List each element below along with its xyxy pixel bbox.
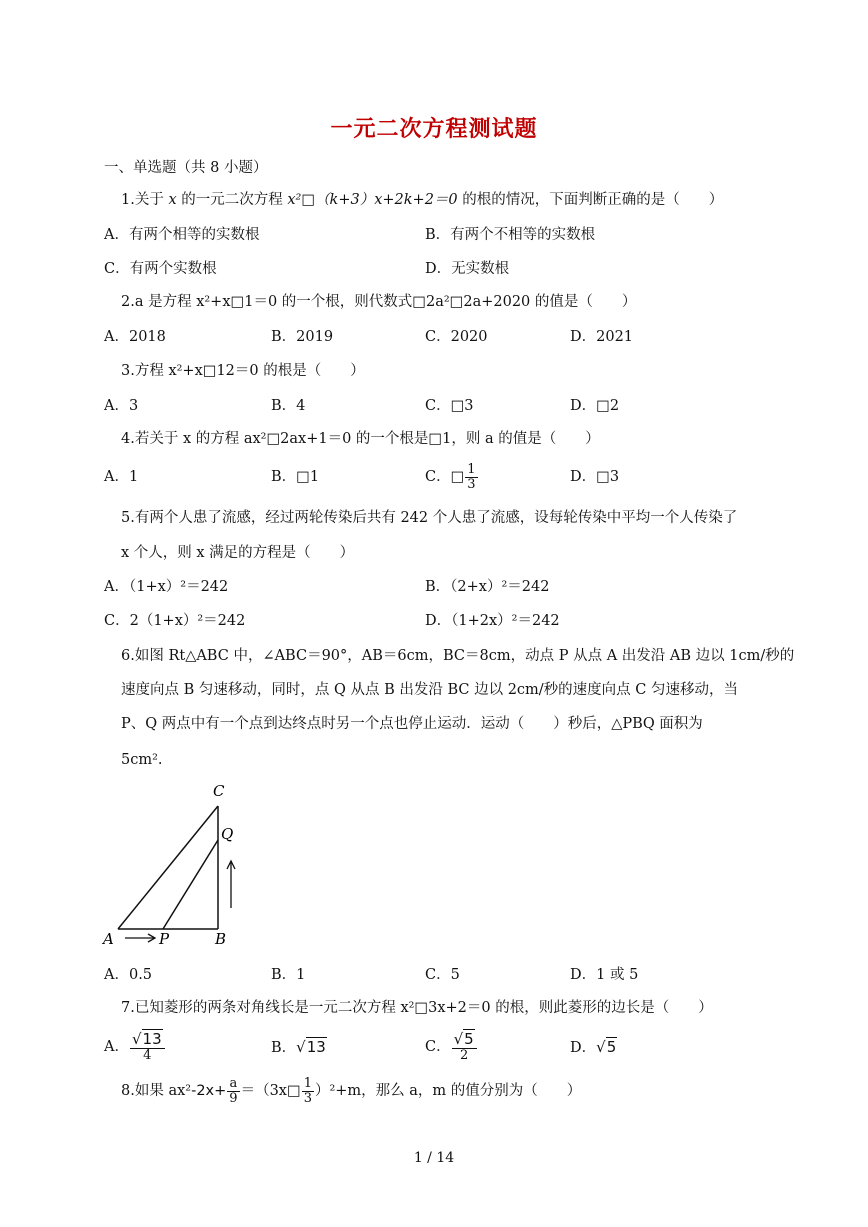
q8-post: ）²+m，那么 a，m 的值分别为（ ）: [314, 1083, 582, 1099]
q7-b-prefix: B．: [271, 1040, 297, 1056]
question-2-stem: 2.a 是方程 x²+x□1＝0 的一个根，则代数式□2a²□2a+2020 的值是（ ）: [121, 294, 637, 310]
question-5-stem-line-1: 5.有两个人患了流感，经过两轮传染后共有 242 个人患了流感，设每轮传染中平均一个人传染了: [121, 510, 738, 526]
q1-var: x: [168, 192, 177, 208]
q8-fraction-1: [227, 1077, 239, 1106]
q3-option-d[interactable]: D．□2: [570, 398, 620, 414]
q7-option-a[interactable]: [104, 1027, 166, 1067]
question-8-stem: [121, 1072, 581, 1110]
q8-fraction-2: [302, 1077, 314, 1106]
q7-c-radicand: 5: [464, 1029, 474, 1048]
q5-option-a[interactable]: A．（1+x）²＝242: [104, 579, 229, 595]
q2-option-c[interactable]: C．2020: [425, 329, 488, 345]
q7-a-prefix: A．: [104, 1039, 129, 1055]
q7-a-radicand: 13: [142, 1029, 162, 1048]
q8-term: -2x+: [191, 1083, 227, 1099]
q7-option-c[interactable]: [425, 1027, 478, 1067]
q6-option-c[interactable]: C．5: [425, 967, 460, 983]
q7-option-b[interactable]: [271, 1037, 327, 1058]
q4-option-d[interactable]: D．□3: [570, 469, 620, 485]
q2-option-b[interactable]: B．2019: [271, 329, 334, 345]
q5-option-d[interactable]: D．（1+2x）²＝242: [425, 613, 560, 629]
q4-option-b[interactable]: B．□1: [271, 469, 320, 485]
q7-a-numerator: [130, 1029, 165, 1049]
point-q-label: Q: [221, 825, 234, 843]
q4-c-fraction: [465, 463, 477, 492]
sqrt-icon: √13: [296, 1038, 326, 1056]
q8-frac2-denominator: 3: [303, 1090, 312, 1106]
question-7-stem: 7.已知菱形的两条对角线长是一元二次方程 x²□3x+2＝0 的根，则此菱形的边长是（ ）: [121, 1000, 713, 1016]
q4-c-prefix: C．□: [425, 469, 465, 485]
sqrt-icon: √5: [453, 1029, 474, 1048]
q1-mid: 的一元二次方程: [176, 192, 288, 208]
q7-option-d[interactable]: [570, 1037, 617, 1058]
q5-option-c[interactable]: C．2（1+x）²＝242: [104, 613, 246, 629]
q7-c-denominator: 2: [460, 1047, 469, 1063]
q3-option-b[interactable]: B．4: [271, 398, 306, 414]
question-6-stem-line-2: 速度向点 B 匀速移动，同时，点 Q 从点 B 出发沿 BC 边以 2cm/秒的速度向点 C 匀速移动，当: [121, 682, 738, 698]
q5-option-b[interactable]: B．（2+x）²＝242: [425, 579, 550, 595]
q7-d-radicand: 5: [606, 1038, 617, 1056]
q8-eq: ＝（3x□: [240, 1083, 301, 1099]
question-3-stem: 3.方程 x²+x□12＝0 的根是（ ）: [121, 363, 365, 379]
q4-c-numerator: 1: [467, 461, 476, 477]
q1-option-a[interactable]: A．有两个相等的实数根: [104, 227, 260, 243]
point-a-label: A: [103, 930, 114, 948]
q1-option-b[interactable]: B．有两个不相等的实数根: [425, 227, 596, 243]
triangle-figure: [100, 778, 260, 950]
q8-frac1-numerator: a: [227, 1077, 239, 1092]
document-title: 一元二次方程测试题: [330, 116, 538, 142]
question-6-stem-line-4: 5cm².: [121, 752, 163, 768]
q6-option-b[interactable]: B．1: [271, 967, 306, 983]
q7-a-denominator: 4: [143, 1047, 152, 1063]
q7-c-fraction: [452, 1029, 477, 1063]
question-1-stem: [121, 190, 723, 210]
q1-equation: x²□（k+3）x+2k+2＝0: [287, 192, 458, 208]
q1-pre: 1.关于: [121, 192, 169, 208]
q7-d-prefix: D．: [570, 1040, 597, 1056]
q1-option-c[interactable]: C．有两个实数根: [104, 261, 217, 277]
section-heading: 一、单选题（共 8 小题）: [104, 160, 268, 176]
page-number: 1 / 14: [413, 1150, 455, 1166]
point-c-label: C: [213, 782, 225, 800]
q7-c-numerator: [452, 1029, 477, 1049]
q7-c-prefix: C．: [425, 1039, 451, 1055]
q2-option-d[interactable]: D．2021: [570, 329, 634, 345]
question-6-stem-line-3: P、Q 两点中有一个点到达终点时另一个点也停止运动．运动（ ）秒后，△PBQ 面积为: [121, 716, 703, 732]
q4-c-denominator: 3: [467, 476, 476, 492]
sqrt-icon: √5: [596, 1038, 617, 1056]
q8-pre: 8.如果 ax²: [121, 1083, 192, 1099]
q4-option-c[interactable]: [425, 458, 479, 496]
q3-option-a[interactable]: A．3: [104, 398, 139, 414]
question-6-stem-line-1: 6.如图 Rt△ABC 中，∠ABC＝90°，AB＝6cm，BC＝8cm，动点 P 从点 A 出发沿 AB 边以 1cm/秒的: [121, 648, 795, 664]
sqrt-icon: √13: [131, 1029, 162, 1048]
q6-option-a[interactable]: A．0.5: [104, 967, 153, 983]
question-5-stem-line-2: x 个人，则 x 满足的方程是（ ）: [121, 545, 355, 561]
q3-option-c[interactable]: C．□3: [425, 398, 474, 414]
q6-option-d[interactable]: D．1 或 5: [570, 967, 639, 983]
q8-frac1-denominator: 9: [229, 1090, 238, 1106]
q7-a-fraction: [130, 1029, 165, 1063]
q2-option-a[interactable]: A．2018: [104, 329, 166, 345]
question-4-stem: 4.若关于 x 的方程 ax²□2ax+1＝0 的一个根是□1，则 a 的值是（ ）: [121, 431, 600, 447]
point-p-label: P: [159, 930, 170, 948]
q7-b-radicand: 13: [306, 1038, 326, 1056]
q1-option-d[interactable]: D．无实数根: [425, 261, 510, 277]
q4-option-a[interactable]: A．1: [104, 469, 139, 485]
q8-frac2-numerator: 1: [303, 1075, 312, 1091]
point-b-label: B: [215, 930, 227, 948]
q1-post: 的根的情况，下面判断正确的是（ ）: [457, 192, 724, 208]
